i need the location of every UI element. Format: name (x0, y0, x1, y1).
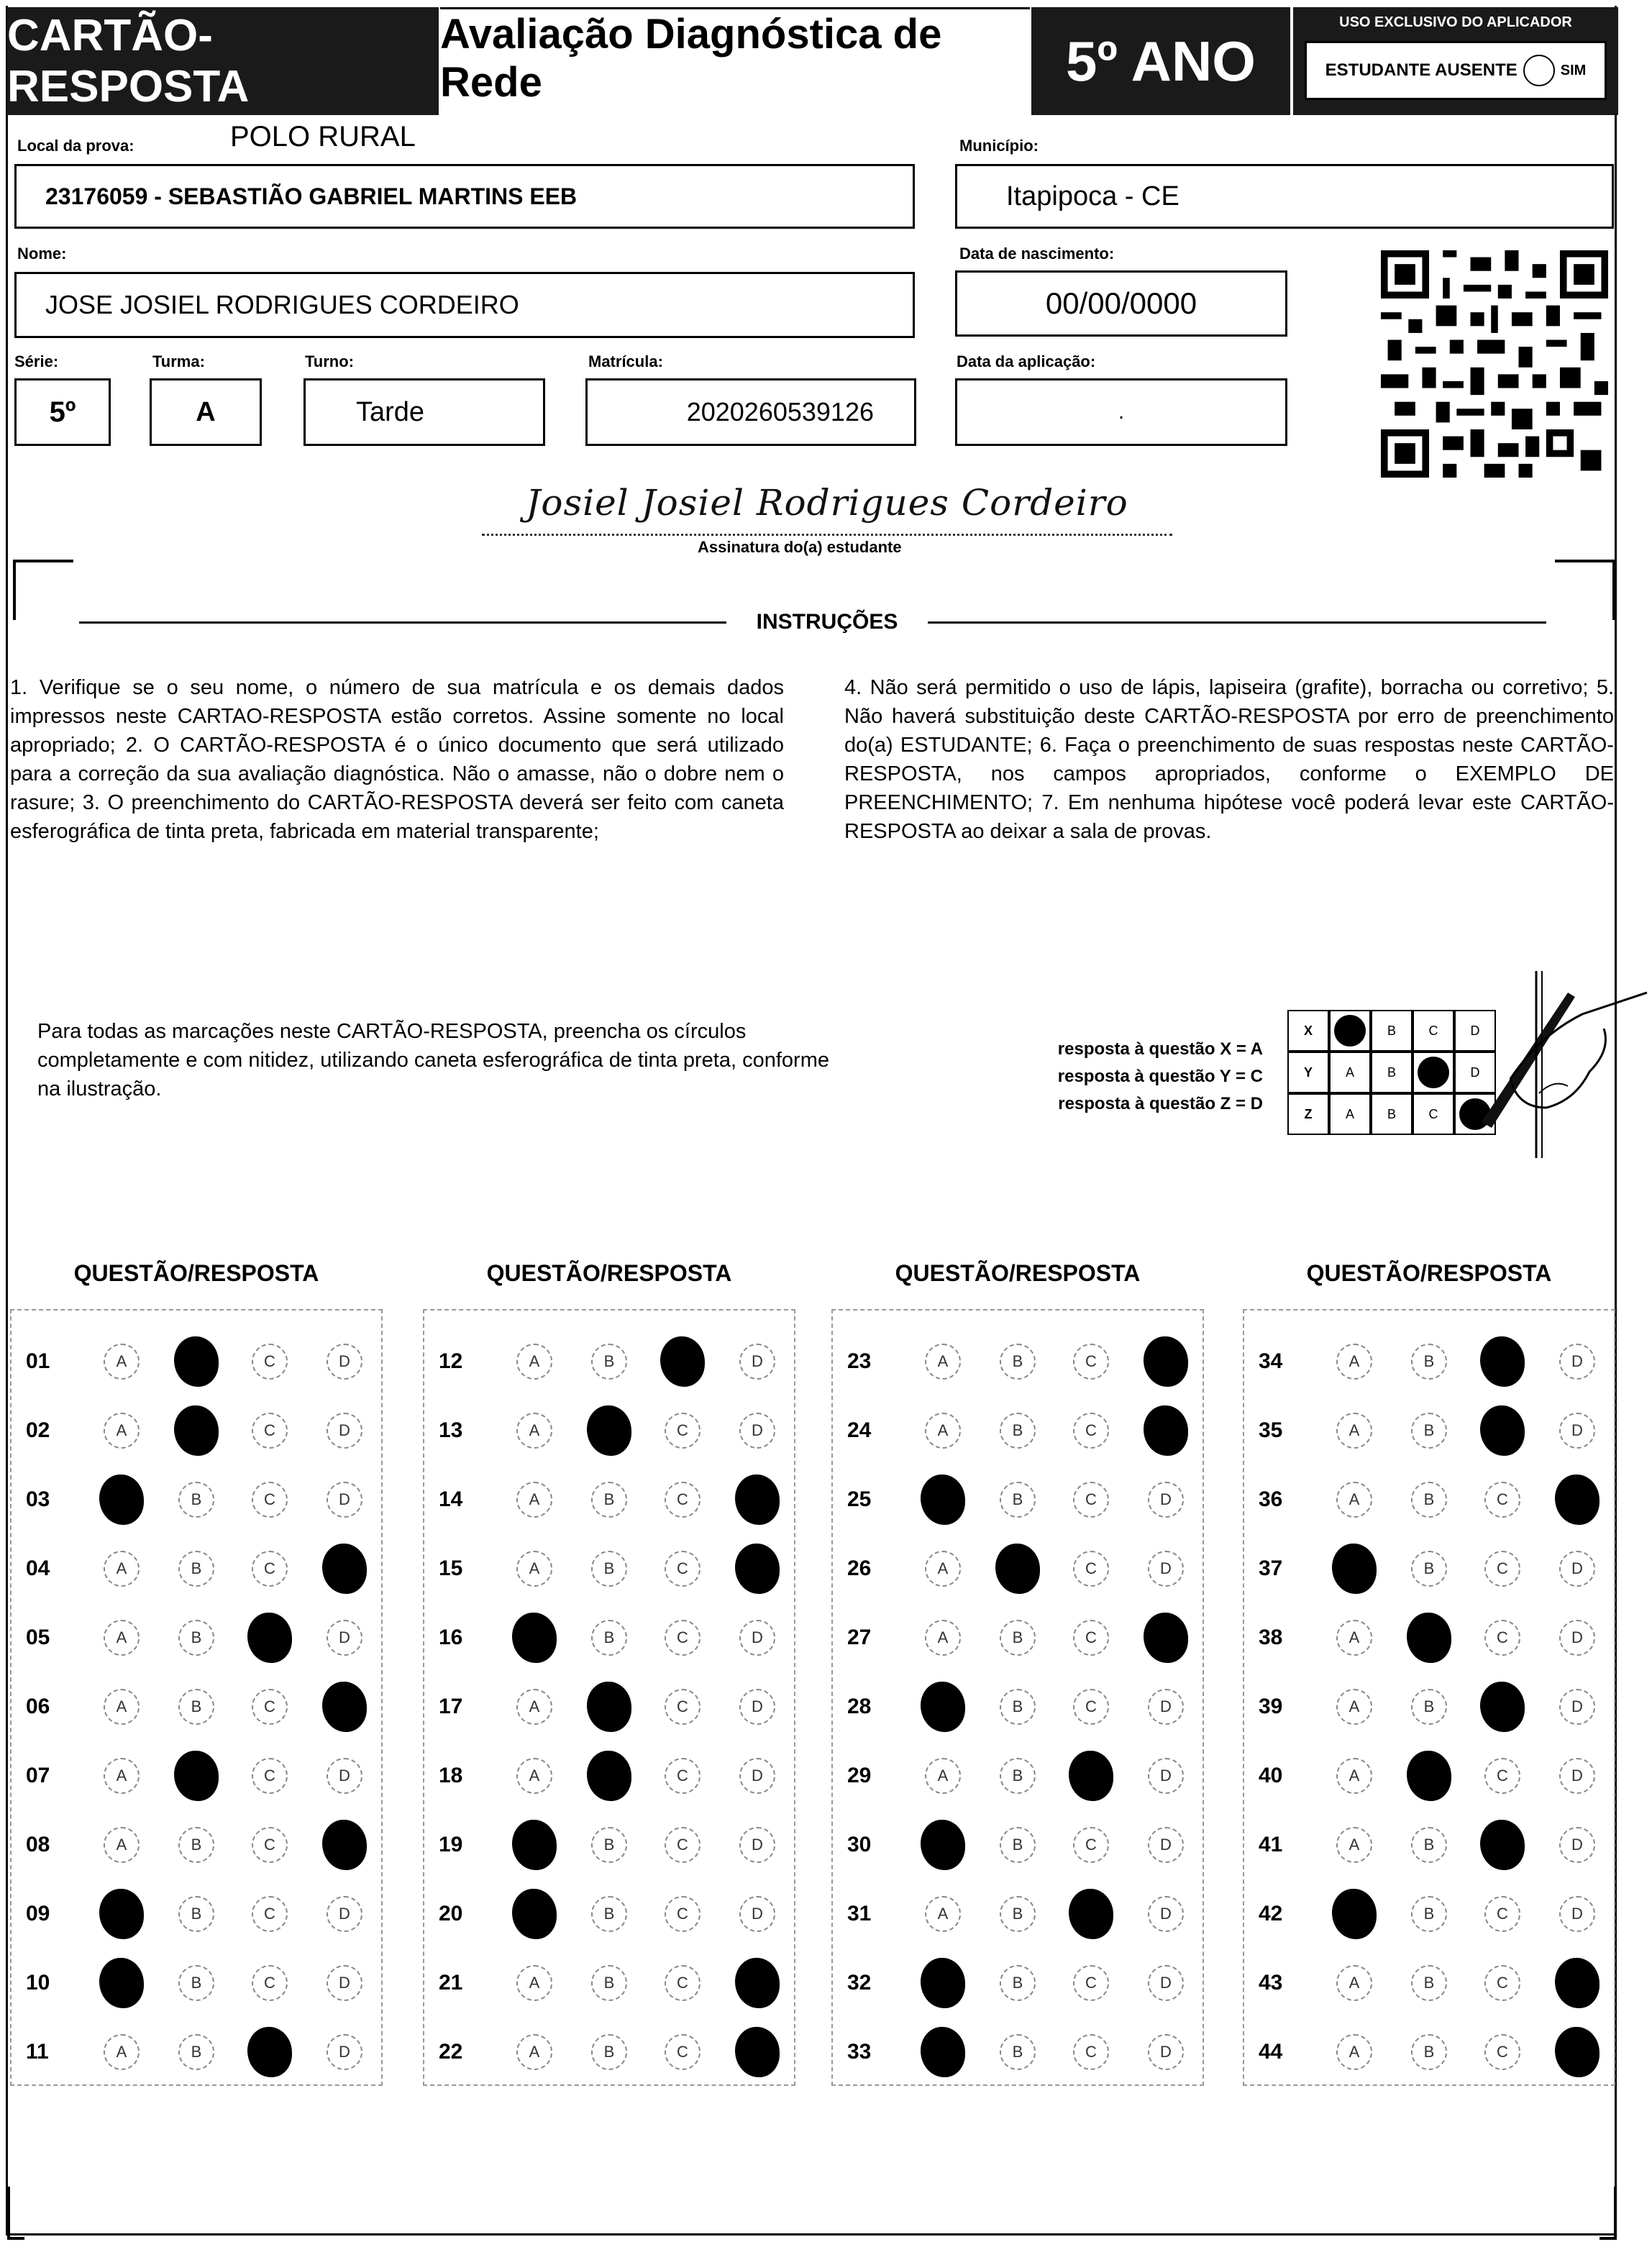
answer-bubble-q37-a[interactable] (1332, 1544, 1377, 1594)
answer-bubble-q39-d[interactable]: D (1559, 1689, 1595, 1725)
absent-bubble[interactable] (1523, 55, 1555, 86)
answer-bubble-q21-d[interactable] (735, 1958, 780, 2008)
answer-bubble-q06-a[interactable]: A (104, 1689, 140, 1725)
answer-bubble-q38-c[interactable]: C (1484, 1620, 1520, 1656)
answer-bubble-q08-b[interactable]: B (178, 1827, 214, 1863)
answer-bubble-q16-c[interactable]: C (665, 1620, 700, 1656)
answer-bubble-q01-a[interactable]: A (104, 1344, 140, 1380)
example-option-y-d: D (1454, 1052, 1496, 1093)
question-number: 32 (847, 1971, 872, 1995)
example-option-z-c: C (1413, 1093, 1454, 1135)
question-number: 40 (1259, 1764, 1283, 1787)
answer-bubble-q03-d[interactable]: D (327, 1482, 362, 1518)
answer-bubble-q17-c[interactable]: C (665, 1689, 700, 1725)
answer-bubble-q17-a[interactable]: A (516, 1689, 552, 1725)
qr-code (1381, 250, 1608, 478)
answer-bubble-q36-a[interactable]: A (1336, 1482, 1372, 1518)
fill-example-grid (1287, 1010, 1496, 1139)
answer-bubble-q06-c[interactable]: C (252, 1689, 288, 1725)
question-number: 14 (439, 1487, 463, 1511)
question-number: 16 (439, 1626, 463, 1649)
answer-bubble-q11-b[interactable]: B (178, 2034, 214, 2070)
answer-bubble-q14-b[interactable]: B (591, 1482, 627, 1518)
signature: Josiel Josiel Rodrigues Cordeiro (482, 482, 1172, 536)
question-number: 35 (1259, 1418, 1283, 1442)
answer-bubble-q21-b[interactable]: B (591, 1965, 627, 2001)
frame-corner-right (1555, 560, 1615, 620)
answer-bubble-q42-a[interactable] (1332, 1889, 1377, 1939)
legend-y: resposta à questão Y = C (1057, 1067, 1263, 1086)
legend-x: resposta à questão X = A (1057, 1039, 1263, 1059)
example-option-z-a: A (1329, 1093, 1371, 1135)
grade-title: 5º ANO (1031, 7, 1290, 115)
answer-bubble-q14-d[interactable] (735, 1475, 780, 1525)
signature-label: Assinatura do(a) estudante (698, 538, 902, 556)
turma-field (150, 378, 262, 446)
answer-bubble-q12-d[interactable]: D (739, 1344, 775, 1380)
example-option-x-d: D (1454, 1010, 1496, 1052)
answer-column-header: QUESTÃO/RESPOSTA (73, 1260, 319, 1286)
answer-bubble-q39-c[interactable] (1480, 1682, 1525, 1732)
answer-bubble-q17-d[interactable]: D (739, 1689, 775, 1725)
answer-bubble-q04-d[interactable] (322, 1544, 367, 1594)
question-number: 05 (26, 1626, 50, 1649)
answer-bubble-q22-b[interactable]: B (591, 2034, 627, 2070)
example-question-x: X (1287, 1010, 1329, 1052)
question-number: 30 (847, 1833, 872, 1856)
question-number: 06 (26, 1695, 50, 1718)
answer-bubble-q20-a[interactable] (512, 1889, 557, 1939)
question-number: 12 (439, 1349, 463, 1373)
answer-bubble-q05-b[interactable]: B (178, 1620, 214, 1656)
answer-bubble-q40-b[interactable] (1407, 1751, 1451, 1801)
answer-bubble-q14-c[interactable]: C (665, 1482, 700, 1518)
answer-bubble-q15-d[interactable] (735, 1544, 780, 1594)
answer-bubble-q41-a[interactable]: A (1336, 1827, 1372, 1863)
answer-bubble-q37-b[interactable]: B (1411, 1551, 1447, 1587)
answer-bubble-q21-c[interactable]: C (665, 1965, 700, 2001)
question-number: 39 (1259, 1695, 1283, 1718)
fill-example-text: Para todas as marcações neste CARTÃO-RESPOSTA, preencha os círculos completamente e com nitidez, utilizando caneta esferográfica de tinta preta, conforme na ilustração. (37, 1020, 829, 1100)
local-field (14, 164, 915, 229)
question-number: 09 (26, 1902, 50, 1925)
matricula-value: 2020260539126 (686, 397, 874, 427)
answer-bubble-q09-c[interactable]: C (252, 1896, 288, 1932)
answer-bubble-q36-d[interactable] (1555, 1475, 1599, 1525)
answer-bubble-q30-a[interactable] (921, 1820, 965, 1870)
bottom-left-corner (7, 2187, 24, 2240)
answer-bubble-q33-a[interactable] (921, 2027, 965, 2077)
answer-bubble-q08-a[interactable]: A (104, 1827, 140, 1863)
applicator-box (1293, 7, 1618, 115)
answer-bubble-q41-c[interactable] (1480, 1820, 1525, 1870)
answer-bubble-q27-d[interactable] (1144, 1613, 1188, 1663)
serie-value: 5º (49, 396, 76, 428)
answer-bubble-q12-a[interactable]: A (516, 1344, 552, 1380)
answer-bubble-q38-b[interactable] (1407, 1613, 1451, 1663)
answer-bubble-q18-a[interactable]: A (516, 1758, 552, 1794)
question-number: 36 (1259, 1487, 1283, 1511)
answer-bubble-q34-c[interactable] (1480, 1336, 1525, 1387)
matricula-label: Matrícula: (588, 352, 663, 370)
answer-bubble-q16-d[interactable]: D (739, 1620, 775, 1656)
answer-bubble-q08-d[interactable] (322, 1820, 367, 1870)
answer-bubble-q13-d[interactable]: D (739, 1413, 775, 1449)
instructions-rule-left (79, 621, 726, 624)
answer-bubble-q39-b[interactable]: B (1411, 1689, 1447, 1725)
answer-bubble-q17-b[interactable] (587, 1682, 631, 1732)
local-polo: POLO RURAL (230, 121, 416, 152)
example-option-x-b: B (1371, 1010, 1413, 1052)
answer-bubble-q18-b[interactable] (587, 1751, 631, 1801)
instructions-title: INSTRUÇÕES (756, 610, 898, 634)
answer-bubble-q31-c[interactable] (1069, 1889, 1113, 1939)
answer-bubble-q44-a[interactable]: A (1336, 2034, 1372, 2070)
answer-bubble-q43-c[interactable]: C (1484, 1965, 1520, 2001)
turno-field (304, 378, 545, 446)
answer-bubble-q29-c[interactable] (1069, 1751, 1113, 1801)
question-number: 01 (26, 1349, 50, 1373)
answer-bubble-q03-b[interactable]: B (178, 1482, 214, 1518)
example-option-z-b: B (1371, 1093, 1413, 1135)
answer-bubble-q24-d[interactable] (1144, 1405, 1188, 1456)
question-number: 18 (439, 1764, 463, 1787)
answer-bubble-q37-c[interactable]: C (1484, 1551, 1520, 1587)
answer-bubble-q06-b[interactable]: B (178, 1689, 214, 1725)
example-question-z: Z (1287, 1093, 1329, 1135)
answer-bubble-q23-b[interactable]: B (1000, 1344, 1036, 1380)
answer-bubble-q14-a[interactable]: A (516, 1482, 552, 1518)
answer-bubble-q22-a[interactable]: A (516, 2034, 552, 2070)
answer-bubble-q32-d[interactable]: D (1148, 1965, 1184, 2001)
question-number: 42 (1259, 1902, 1283, 1925)
question-number: 25 (847, 1487, 872, 1511)
answer-bubble-q25-d[interactable]: D (1148, 1482, 1184, 1518)
answer-bubble-q40-a[interactable]: A (1336, 1758, 1372, 1794)
answer-bubble-q32-b[interactable]: B (1000, 1965, 1036, 2001)
answer-bubble-q10-a[interactable] (99, 1958, 144, 2008)
answer-bubble-q23-c[interactable]: C (1073, 1344, 1109, 1380)
answer-bubble-q05-c[interactable] (247, 1613, 292, 1663)
answer-bubble-q32-a[interactable] (921, 1958, 965, 2008)
answer-bubble-q38-a[interactable]: A (1336, 1620, 1372, 1656)
answer-bubble-q38-d[interactable]: D (1559, 1620, 1595, 1656)
answer-bubble-q28-d[interactable]: D (1148, 1689, 1184, 1725)
example-option-y-c (1413, 1052, 1454, 1093)
question-number: 07 (26, 1764, 50, 1787)
answer-bubble-q23-d[interactable] (1144, 1336, 1188, 1387)
municipio-field (955, 164, 1614, 229)
answer-bubble-q18-d[interactable]: D (739, 1758, 775, 1794)
answer-bubble-q40-d[interactable]: D (1559, 1758, 1595, 1794)
answer-bubble-q43-d[interactable] (1555, 1958, 1599, 2008)
answer-bubble-q02-b[interactable] (174, 1405, 219, 1456)
answer-bubble-q33-d[interactable]: D (1148, 2034, 1184, 2070)
question-number: 03 (26, 1487, 50, 1511)
answer-bubble-q01-b[interactable] (174, 1336, 219, 1387)
answer-bubble-q15-c[interactable]: C (665, 1551, 700, 1587)
answer-bubble-q01-d[interactable]: D (327, 1344, 362, 1380)
municipio-value: Itapipoca - CE (1006, 181, 1179, 211)
answer-bubble-q33-b[interactable]: B (1000, 2034, 1036, 2070)
answer-bubble-q07-d[interactable]: D (327, 1758, 362, 1794)
answer-bubble-q24-c[interactable]: C (1073, 1413, 1109, 1449)
answer-bubble-q34-a[interactable]: A (1336, 1344, 1372, 1380)
answer-bubble-q44-b[interactable]: B (1411, 2034, 1447, 2070)
answer-bubble-q29-b[interactable]: B (1000, 1758, 1036, 1794)
answer-bubble-q30-c[interactable]: C (1073, 1827, 1109, 1863)
answer-bubble-q43-a[interactable]: A (1336, 1965, 1372, 2001)
answer-bubble-q10-b[interactable]: B (178, 1965, 214, 2001)
answer-bubble-q04-b[interactable]: B (178, 1551, 214, 1587)
answer-bubble-q32-c[interactable]: C (1073, 1965, 1109, 2001)
answer-bubble-q03-a[interactable] (99, 1475, 144, 1525)
answer-bubble-q34-d[interactable]: D (1559, 1344, 1595, 1380)
nome-value: JOSE JOSIEL RODRIGUES CORDEIRO (45, 290, 519, 319)
answer-bubble-q24-b[interactable]: B (1000, 1413, 1036, 1449)
instructions-rule-right (928, 621, 1546, 624)
question-number: 34 (1259, 1349, 1283, 1373)
question-number: 28 (847, 1695, 872, 1718)
answer-bubble-q25-c[interactable]: C (1073, 1482, 1109, 1518)
answer-bubble-q08-c[interactable]: C (252, 1827, 288, 1863)
answer-bubble-q16-a[interactable] (512, 1613, 557, 1663)
serie-label: Série: (14, 352, 59, 370)
answer-bubble-q25-a[interactable] (921, 1475, 965, 1525)
answer-bubble-q11-c[interactable] (247, 2027, 292, 2077)
local-value: 23176059 - SEBASTIÃO GABRIEL MARTINS EEB (45, 183, 578, 209)
question-number: 10 (26, 1971, 50, 1995)
answer-column-header: QUESTÃO/RESPOSTA (486, 1260, 732, 1286)
question-number: 15 (439, 1557, 463, 1580)
serie-field (14, 378, 111, 446)
example-option-x-a (1329, 1010, 1371, 1052)
answer-bubble-q42-d[interactable]: D (1559, 1896, 1595, 1932)
answer-bubble-q01-c[interactable]: C (252, 1344, 288, 1380)
answer-bubble-q11-d[interactable]: D (327, 2034, 362, 2070)
answer-bubble-q12-c[interactable] (660, 1336, 705, 1387)
answer-bubble-q20-c[interactable]: C (665, 1896, 700, 1932)
turma-value: A (196, 396, 216, 427)
answer-bubble-q26-a[interactable]: A (925, 1551, 961, 1587)
answer-column-header: QUESTÃO/RESPOSTA (895, 1260, 1141, 1286)
answer-bubble-q34-b[interactable]: B (1411, 1344, 1447, 1380)
answer-bubble-q44-d[interactable] (1555, 2027, 1599, 2077)
question-number: 17 (439, 1695, 463, 1718)
answer-bubble-q22-c[interactable]: C (665, 2034, 700, 2070)
answer-bubble-q28-c[interactable]: C (1073, 1689, 1109, 1725)
answer-bubble-q36-c[interactable]: C (1484, 1482, 1520, 1518)
answer-bubble-q10-c[interactable]: C (252, 1965, 288, 2001)
turma-label: Turma: (152, 352, 205, 370)
legend-z: resposta à questão Z = D (1058, 1094, 1263, 1113)
answer-bubble-q04-a[interactable]: A (104, 1551, 140, 1587)
answer-bubble-q24-a[interactable]: A (925, 1413, 961, 1449)
turno-label: Turno: (305, 352, 355, 370)
answer-bubble-q07-b[interactable] (174, 1751, 219, 1801)
question-number: 11 (26, 2040, 49, 2064)
turno-value: Tarde (356, 396, 425, 427)
answer-bubble-q44-c[interactable]: C (1484, 2034, 1520, 2070)
question-number: 38 (1259, 1626, 1283, 1649)
answer-bubble-q19-a[interactable] (512, 1820, 557, 1870)
answer-bubble-q35-c[interactable] (1480, 1405, 1525, 1456)
answer-bubble-q26-d[interactable]: D (1148, 1551, 1184, 1587)
answer-bubble-q09-d[interactable]: D (327, 1896, 362, 1932)
answer-bubble-q29-d[interactable]: D (1148, 1758, 1184, 1794)
question-number: 19 (439, 1833, 463, 1856)
aplicacao-value: . (1118, 400, 1125, 424)
question-number: 20 (439, 1902, 463, 1925)
answer-bubble-q35-d[interactable]: D (1559, 1413, 1595, 1449)
question-number: 29 (847, 1764, 872, 1787)
answer-bubble-q30-d[interactable]: D (1148, 1827, 1184, 1863)
question-number: 02 (26, 1418, 50, 1442)
answer-bubble-q35-b[interactable]: B (1411, 1413, 1447, 1449)
nome-field (14, 272, 915, 338)
question-number: 23 (847, 1349, 872, 1373)
answer-bubble-q37-d[interactable]: D (1559, 1551, 1595, 1587)
aplicacao-field (955, 378, 1287, 446)
exam-title: Avaliação Diagnóstica de Rede (440, 7, 1030, 106)
question-number: 04 (26, 1557, 50, 1580)
answer-bubble-q18-c[interactable]: C (665, 1758, 700, 1794)
answer-bubble-q15-a[interactable]: A (516, 1551, 552, 1587)
answer-bubble-q07-a[interactable]: A (104, 1758, 140, 1794)
example-option-y-a: A (1329, 1052, 1371, 1093)
answer-bubble-q30-b[interactable]: B (1000, 1827, 1036, 1863)
answer-bubble-q27-c[interactable]: C (1073, 1620, 1109, 1656)
example-option-y-b: B (1371, 1052, 1413, 1093)
answer-bubble-q28-a[interactable] (921, 1682, 965, 1732)
nascimento-label: Data de nascimento: (959, 245, 1115, 263)
frame-corner-left (13, 560, 73, 620)
answer-bubble-q07-c[interactable]: C (252, 1758, 288, 1794)
answer-bubble-q12-b[interactable]: B (591, 1344, 627, 1380)
answer-bubble-q19-d[interactable]: D (739, 1827, 775, 1863)
answer-bubble-q29-a[interactable]: A (925, 1758, 961, 1794)
answer-bubble-q36-b[interactable]: B (1411, 1482, 1447, 1518)
answer-bubble-q39-a[interactable]: A (1336, 1689, 1372, 1725)
answer-bubble-q26-b[interactable] (995, 1544, 1040, 1594)
municipio-label: Município: (959, 137, 1039, 155)
answer-bubble-q04-c[interactable]: C (252, 1551, 288, 1587)
fill-example-legend (1026, 1036, 1263, 1118)
instructions-left: 1. Verifique se o seu nome, o número de sua matrícula e os demais dados impressos neste CARTAO-RESPOSTA estão corretos. Assine somente no local apropriado; 2. O CARTÃO-RESPOSTA é o único documento que será utilizado para a correção da sua avaliação diagnóstica. Não o amasse, não o dobre nem o rasure; 3. O preenchimento do CARTÃO-RESPOSTA deverá ser feito com caneta esferográfica de tinta preta, fabricada em material transparente; (10, 676, 784, 843)
answer-bubble-q25-b[interactable]: B (1000, 1482, 1036, 1518)
answer-bubble-q03-c[interactable]: C (252, 1482, 288, 1518)
answer-column-header: QUESTÃO/RESPOSTA (1306, 1260, 1552, 1286)
answer-bubble-q28-b[interactable]: B (1000, 1689, 1036, 1725)
answer-bubble-q19-c[interactable]: C (665, 1827, 700, 1863)
matricula-field (585, 378, 916, 446)
local-label: Local da prova: (17, 137, 134, 155)
answer-bubble-q20-b[interactable]: B (591, 1896, 627, 1932)
question-number: 08 (26, 1833, 50, 1856)
answer-bubble-q15-b[interactable]: B (591, 1551, 627, 1587)
answer-bubble-q42-c[interactable]: C (1484, 1896, 1520, 1932)
question-number: 31 (847, 1902, 872, 1925)
answer-bubble-q31-d[interactable]: D (1148, 1896, 1184, 1932)
absent-option: SIM (1560, 62, 1587, 78)
question-number: 13 (439, 1418, 463, 1442)
question-number: 21 (439, 1971, 463, 1995)
example-filled-bubble (1334, 1015, 1366, 1047)
question-number: 44 (1259, 2040, 1283, 2064)
nome-label: Nome: (17, 245, 67, 263)
answer-bubble-q23-a[interactable]: A (925, 1344, 961, 1380)
answer-bubble-q31-a[interactable]: A (925, 1896, 961, 1932)
example-option-x-c: C (1413, 1010, 1454, 1052)
answer-bubble-q42-b[interactable]: B (1411, 1896, 1447, 1932)
example-question-y: Y (1287, 1052, 1329, 1093)
aplicacao-label: Data da aplicação: (957, 352, 1096, 370)
answer-bubble-q22-d[interactable] (735, 2027, 780, 2077)
answer-bubble-q35-a[interactable]: A (1336, 1413, 1372, 1449)
answer-bubble-q02-c[interactable]: C (252, 1413, 288, 1449)
answer-bubble-q19-b[interactable]: B (591, 1827, 627, 1863)
answer-bubble-q33-c[interactable]: C (1073, 2034, 1109, 2070)
answer-bubble-q13-c[interactable]: C (665, 1413, 700, 1449)
question-number: 41 (1259, 1833, 1283, 1856)
answer-bubble-q13-a[interactable]: A (516, 1413, 552, 1449)
answer-bubble-q09-b[interactable]: B (178, 1896, 214, 1932)
nascimento-value: 00/00/0000 (1045, 286, 1197, 320)
question-number: 22 (439, 2040, 463, 2064)
bottom-right-corner (1599, 2187, 1617, 2240)
question-number: 24 (847, 1418, 872, 1442)
answer-bubble-q27-a[interactable]: A (925, 1620, 961, 1656)
question-number: 27 (847, 1626, 872, 1649)
answer-bubble-q26-c[interactable]: C (1073, 1551, 1109, 1587)
answer-bubble-q02-a[interactable]: A (104, 1413, 140, 1449)
example-filled-bubble (1418, 1057, 1449, 1088)
question-number: 33 (847, 2040, 872, 2064)
answer-bubble-q05-a[interactable]: A (104, 1620, 140, 1656)
answer-bubble-q20-d[interactable]: D (739, 1896, 775, 1932)
absent-label: ESTUDANTE AUSENTE (1325, 60, 1518, 80)
answer-bubble-q11-a[interactable]: A (104, 2034, 140, 2070)
answer-bubble-q21-a[interactable]: A (516, 1965, 552, 2001)
answer-bubble-q31-b[interactable]: B (1000, 1896, 1036, 1932)
answer-bubble-q10-d[interactable]: D (327, 1965, 362, 2001)
answer-bubble-q09-a[interactable] (99, 1889, 144, 1939)
answer-bubble-q06-d[interactable] (322, 1682, 367, 1732)
question-number: 37 (1259, 1557, 1283, 1580)
card-title: CARTÃO-RESPOSTA (7, 7, 439, 115)
answer-bubble-q40-c[interactable]: C (1484, 1758, 1520, 1794)
answer-bubble-q05-d[interactable]: D (327, 1620, 362, 1656)
applicator-label: USO EXCLUSIVO DO APLICADOR (1339, 14, 1572, 30)
answer-bubble-q13-b[interactable] (587, 1405, 631, 1456)
answer-bubble-q02-d[interactable]: D (327, 1413, 362, 1449)
answer-bubble-q27-b[interactable]: B (1000, 1620, 1036, 1656)
pen-hand-illustration (1467, 971, 1652, 1158)
answer-bubble-q43-b[interactable]: B (1411, 1965, 1447, 2001)
nascimento-field (955, 270, 1287, 337)
instructions-right: 4. Não será permitido o uso de lápis, lapiseira (grafite), borracha ou corretivo; 5. Não haverá substituição deste CARTÃO-RESPOSTA por erro de preenchimento do(a) ESTUDANTE; 6. Faça o preenchimento de suas respostas neste CARTÃO-RESPOSTA, nos campos apropriados, conforme o EXEMPLO DE PREENCHIMENTO; 7. Em nenhuma hipótese você poderá levar este CARTÃO-RESPOSTA ao deixar a sala de provas. (844, 676, 1614, 843)
answer-bubble-q41-b[interactable]: B (1411, 1827, 1447, 1863)
answer-bubble-q16-b[interactable]: B (591, 1620, 627, 1656)
question-number: 26 (847, 1557, 872, 1580)
question-number: 43 (1259, 1971, 1283, 1995)
answer-bubble-q41-d[interactable]: D (1559, 1827, 1595, 1863)
